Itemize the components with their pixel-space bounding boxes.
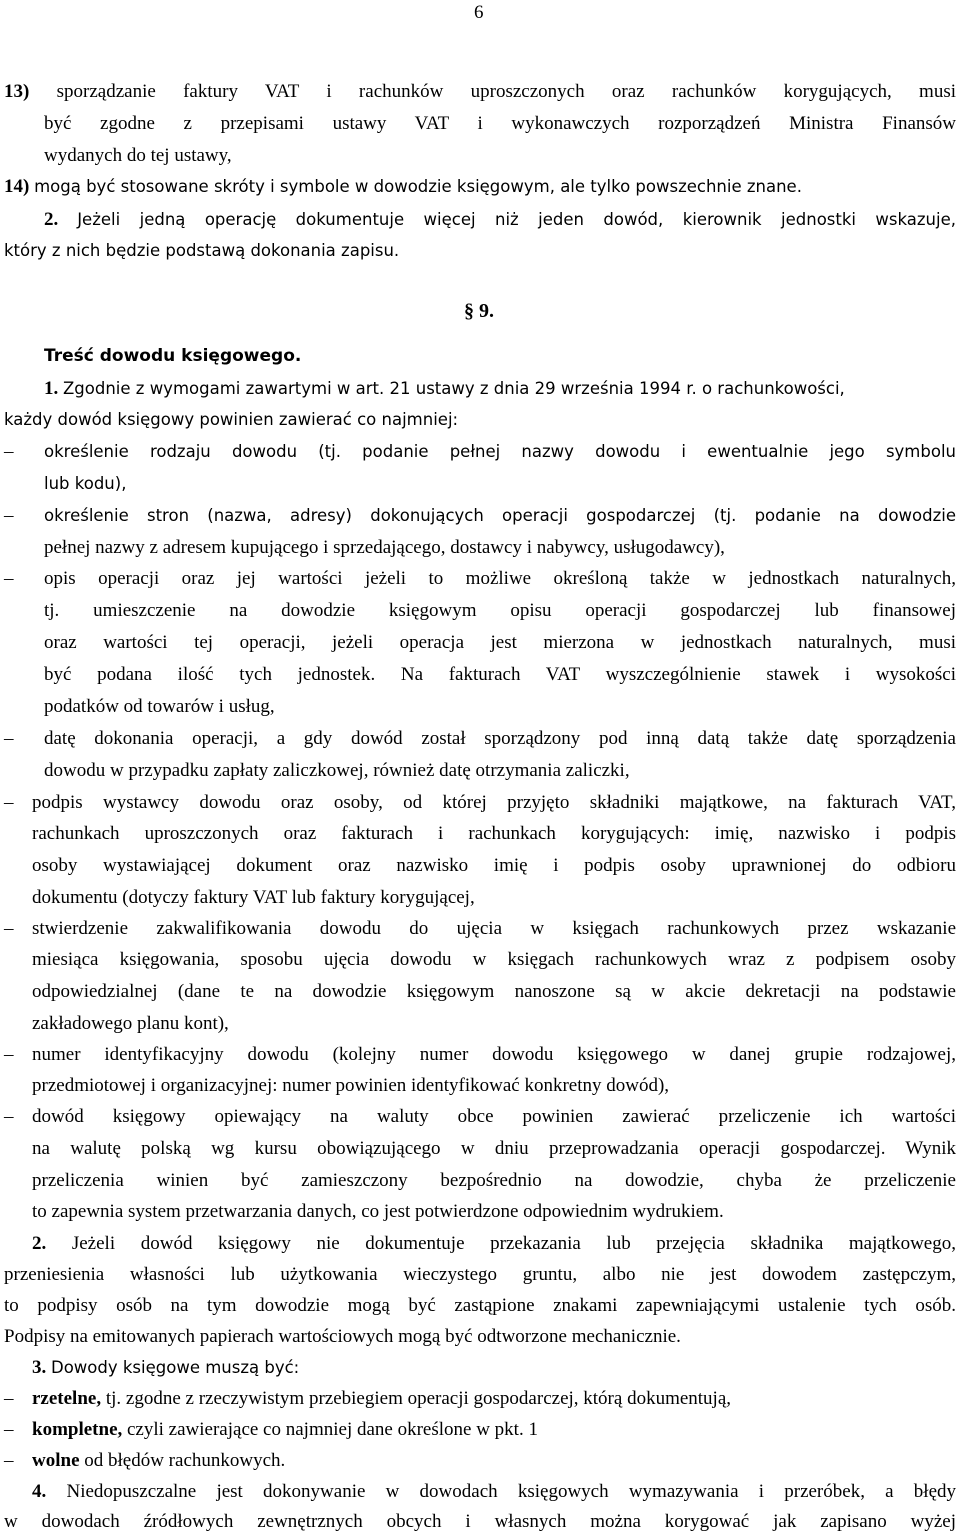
text-line: tj. umieszczenie na dowodzie księgowym opisu operacji gospodarczej lub finansowej: [44, 600, 956, 621]
text-line: w dowodach źródłowych zewnętrznych obcych i własnych można korygować jak zapisano wyżej: [4, 1511, 956, 1532]
text-line: przeniesienia własności lub użytkowania wieczystego gruntu, albo nie jest dowodem zastępczym,: [4, 1264, 956, 1285]
text-line: który z nich będzie podstawą dokonania zapisu.: [4, 241, 400, 260]
section-title: Treść dowodu księgowego.: [44, 346, 302, 366]
text-line: zakładowego planu kont),: [32, 1013, 229, 1034]
section-heading: § 9.: [464, 300, 494, 322]
text-line: określenie rodzaju dowodu (tj. podanie pełnej nazwy dowodu i ewentualnie jego symbolu: [44, 442, 956, 461]
text-line: stwierdzenie zakwalifikowania dowodu do ujęcia w księgach rachunkowych przez wskazanie: [32, 918, 956, 939]
text-line: przeliczenia winien być zamieszczony bezpośrednio na dowodzie, chyba że przeliczenie: [32, 1170, 956, 1191]
dash-bullet: [4, 791, 32, 815]
text-line: być podana ilość tych jednostek. Na fakturach VAT wyszczególnienie stawek i wysokości: [44, 664, 956, 685]
dash-bullet: [4, 1387, 32, 1411]
text-line: datę dokonania operacji, a gdy dowód został sporządzony pod inną datą także datę sporządzenia: [44, 728, 956, 749]
text-line: to podpisy osób na tym dowodzie mogą być zastąpione znakami zapewniającymi ustalenie tych osób.: [4, 1295, 956, 1316]
dash-bullet: [4, 727, 32, 751]
text-line: być zgodne z przepisami ustawy VAT i wykonawczych rozporządzeń Ministra Finansów: [44, 113, 956, 134]
text-line: 14) mogą być stosowane skróty i symbole w dowodzie księgowym, ale tylko powszechnie znane.: [4, 176, 802, 197]
text-line: kompletne, czyli zawierające co najmniej dane określone w pkt. 1: [32, 1419, 538, 1440]
text-line: miesiąca księgowania, sposobu ujęcia dowodu w księgach rachunkowych wraz z podpisem osoby: [32, 949, 956, 970]
text-line: rachunkach uproszczonych oraz fakturach i rachunkach korygujących: imię, nazwisko i podpis: [32, 823, 956, 844]
text-line: opis operacji oraz jej wartości jeżeli to możliwe określoną także w jednostkach naturalnych,: [44, 568, 956, 589]
dash-bullet: [4, 567, 32, 591]
page-number: 6: [474, 2, 484, 23]
text-line: 2. Jeżeli jedną operację dokumentuje więcej niż jeden dowód, kierownik jednostki wskazuje,: [44, 209, 956, 230]
text-line: podatków od towarów i usług,: [44, 696, 275, 717]
dash-bullet: [4, 1105, 32, 1129]
text-line: odpowiedzialnej (dane te na dowodzie księgowym nanoszone są w akcie dekretacji na podstawie: [32, 981, 956, 1002]
dash-bullet: [4, 1449, 32, 1473]
text-line: wolne od błędów rachunkowych.: [32, 1450, 286, 1471]
text-line: oraz wartości tej operacji, jeżeli operacja jest mierzona w jednostkach naturalnych, musi: [44, 632, 956, 653]
text-line: każdy dowód księgowy powinien zawierać co najmniej:: [4, 410, 459, 429]
text-line: określenie stron (nazwa, adresy) dokonujących operacji gospodarczej (tj. podanie na dowodzie: [44, 506, 956, 525]
text-line: podpis wystawcy dowodu oraz osoby, od której przyjęto składniki majątkowe, na fakturach VAT,: [32, 792, 956, 813]
text-line: dowód księgowy opiewający na waluty obce powinien zawierać przeliczenie ich wartości: [32, 1106, 956, 1127]
text-line: wydanych do tej ustawy,: [44, 145, 232, 166]
text-line: osoby wystawiającej dokument oraz nazwisko imię i podpis osoby uprawnionej do odbioru: [32, 855, 956, 876]
text-line: numer identyfikacyjny dowodu (kolejny numer dowodu księgowego w danej grupie rodzajowej,: [32, 1044, 956, 1065]
text-line: przedmiotowej i organizacyjnej: numer powinien identyfikować konkretny dowód),: [32, 1075, 670, 1096]
dash-bullet: [4, 440, 32, 464]
text-line: 1. Zgodnie z wymogami zawartymi w art. 21 ustawy z dnia 29 września 1994 r. o rachunkowości,: [44, 378, 845, 399]
text-line: to zapewnia system przetwarzania danych, co jest potwierdzone odpowiednim wydrukiem.: [32, 1201, 724, 1222]
text-line: 13) sporządzanie faktury VAT i rachunków uproszczonych oraz rachunków korygujących, musi: [4, 81, 956, 102]
text-line: 3. Dowody księgowe muszą być:: [32, 1357, 300, 1378]
text-line: Podpisy na emitowanych papierach wartościowych mogą być odtworzone mechanicznie.: [4, 1326, 681, 1347]
text-line: dowodu w przypadku zapłaty zaliczkowej, również datę otrzymania zaliczki,: [44, 760, 630, 781]
text-line: dokumentu (dotyczy faktury VAT lub faktury korygującej,: [32, 887, 475, 908]
text-line: 2. Jeżeli dowód księgowy nie dokumentuje przekazania lub przejęcia składnika majątkowego,: [32, 1233, 956, 1254]
text-line: na walutę polską wg kursu obowiązującego w dniu przeprowadzania operacji gospodarczej. Wynik: [32, 1138, 956, 1159]
dash-bullet: [4, 504, 32, 528]
dash-bullet: [4, 1418, 32, 1442]
text-line: 4. Niedopuszczalne jest dokonywanie w dowodach księgowych wymazywania i przeróbek, a błędy: [32, 1481, 956, 1502]
text-line: pełnej nazwy z adresem kupującego i sprzedającego, dostawcy i nabywcy, usługodawcy),: [44, 537, 725, 558]
dash-bullet: [4, 917, 32, 941]
text-line: lub kodu),: [44, 474, 127, 493]
dash-bullet: [4, 1043, 32, 1067]
text-line: rzetelne, tj. zgodne z rzeczywistym przebiegiem operacji gospodarczej, którą dokumentują,: [32, 1388, 732, 1409]
